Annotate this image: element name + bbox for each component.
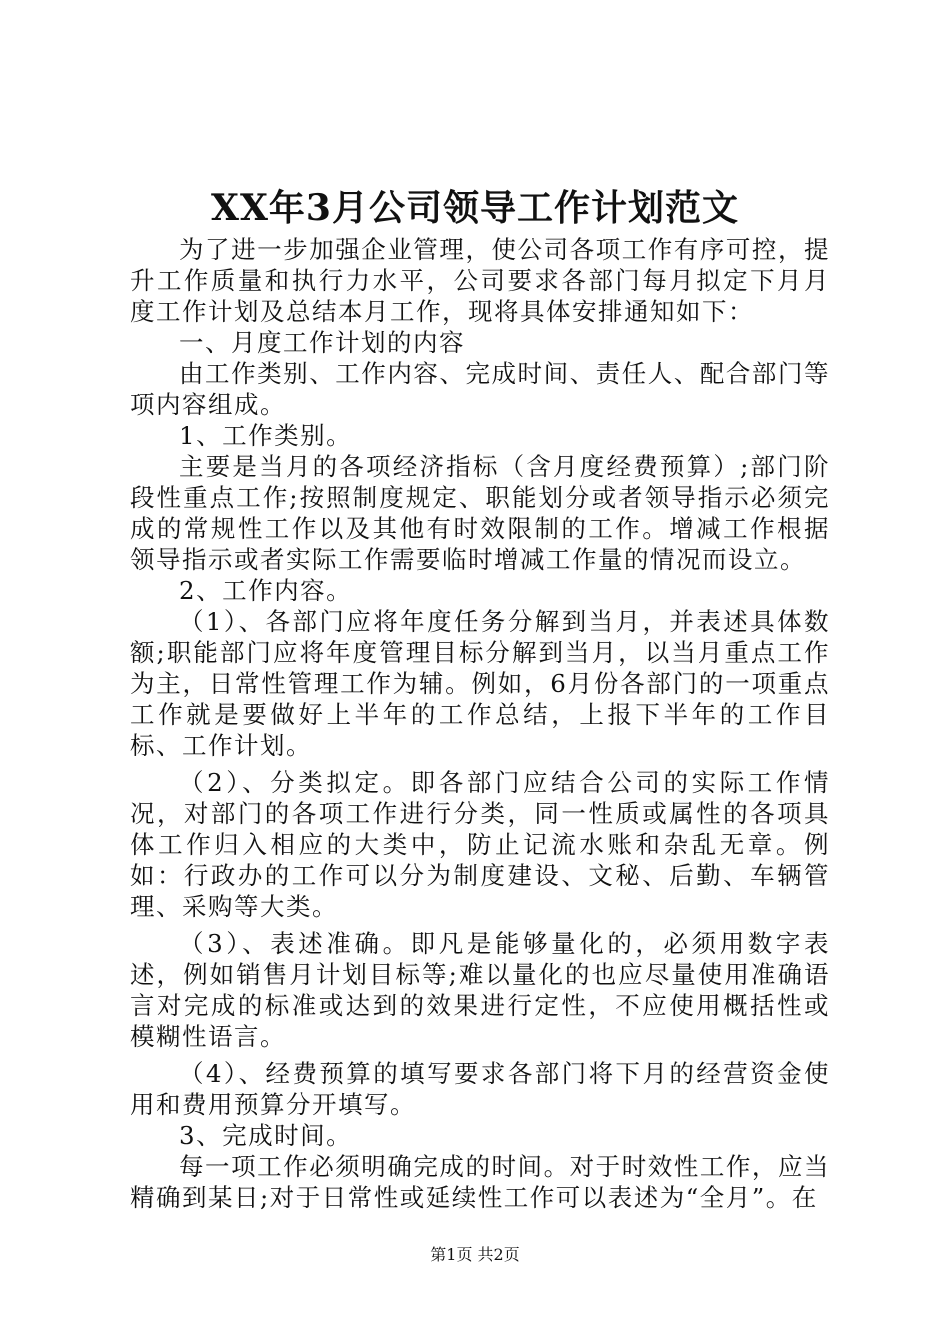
document-body [130,234,830,1213]
paragraph-item-4: （4）、经费预算的填写要求各部门将下月的经营资金使用和费用预算分开填写。 [130,1059,830,1119]
section-heading-1: 一、月度工作计划的内容 [179,328,465,357]
page-number-footer: 第1页 共2页 [430,1245,520,1264]
paragraph-intro: 为了进一步加强企业管理，使公司各项工作有序可控，提升工作质量和执行力水平，公司要求各部门每月拟定下月月度工作计划及总结本月工作，现将具体安排通知如下： [130,235,830,326]
paragraph-item-1: （1）、各部门应将年度任务分解到当月，并表述具体数额;职能部门应将年度管理目标分解到当月，以当月重点工作为主，日常性管理工作为辅。例如，6月份各部门的一项重点工作就是要做好上半年的工作总结，上报下半年的工作目标、工作计划。 [130,607,830,760]
paragraph-completion-time: 每一项工作必须明确完成的时间。对于时效性工作，应当精确到某日;对于日常性或延续性工作可以表述为“全月”。在 [130,1152,830,1212]
paragraph-item-2: （2）、分类拟定。即各部门应结合公司的实际工作情况，对部门的各项工作进行分类，同一性质或属性的各项具体工作归入相应的大类中，防止记流水账和杂乱无章。例如：行政办的工作可以分为制度建设、文秘、后勤、车辆管理、采购等大类。 [130,768,830,921]
subheading-work-category: 1、工作类别。 [179,421,353,450]
paragraph-item-3: （3）、表述准确。即凡是能够量化的，必须用数字表述，例如销售月计划目标等;难以量化的也应尽量使用准确语言对完成的标准或达到的效果进行定性，不应使用概括性或模糊性语言。 [130,929,830,1051]
paragraph-composition: 由工作类别、工作内容、完成时间、责任人、配合部门等项内容组成。 [130,359,830,419]
subheading-completion-time: 3、完成时间。 [179,1121,353,1150]
paragraph-work-category: 主要是当月的各项经济指标（含月度经费预算）;部门阶段性重点工作;按照制度规定、职能划分或者领导指示必须完成的常规性工作以及其他有时效限制的工作。增减工作根据领导指示或者实际工作需要临时增减工作量的情况而设立。 [130,452,830,574]
subheading-work-content: 2、工作内容。 [179,576,353,605]
document-title: XX年3月公司领导工作计划范文 [211,187,739,229]
